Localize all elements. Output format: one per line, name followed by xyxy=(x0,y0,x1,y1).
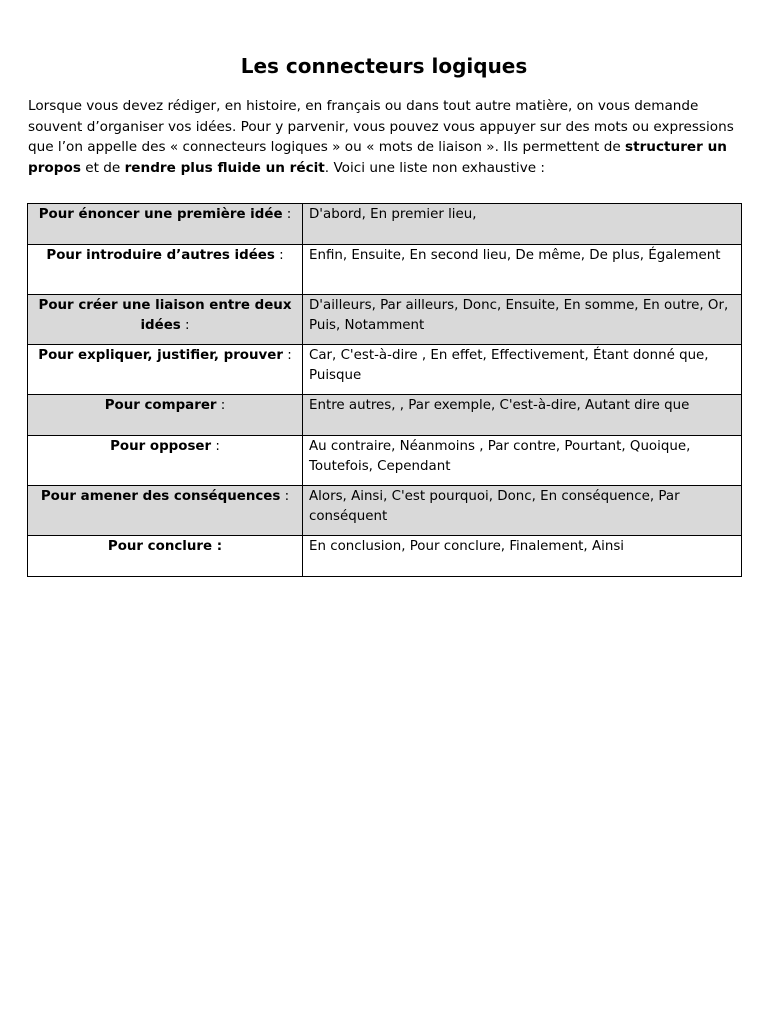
row-label-suffix: : xyxy=(216,398,226,413)
row-label-suffix: : xyxy=(282,207,292,222)
intro-paragraph xyxy=(28,96,740,178)
page-title: Les connecteurs logiques xyxy=(240,54,528,78)
row-value: Au contraire, Néanmoins , Par contre, Pourtant, Quoique, Toutefois, Cependant xyxy=(303,436,742,486)
row-label: Pour énoncer une première idée xyxy=(38,207,283,222)
row-label: Pour conclure : xyxy=(107,539,223,554)
row-label-cell xyxy=(28,395,303,436)
row-value: Enfin, Ensuite, En second lieu, De même, De plus, Également xyxy=(303,245,742,295)
row-label-suffix: : xyxy=(274,248,284,263)
table-row xyxy=(28,395,742,436)
table-row xyxy=(28,436,742,486)
connectors-table xyxy=(27,203,742,577)
table-row xyxy=(28,245,742,295)
intro-text-part2: et de xyxy=(80,159,125,176)
row-label-cell xyxy=(28,486,303,536)
table-row xyxy=(28,295,742,345)
row-value: Alors, Ainsi, C'est pourquoi, Donc, En conséquence, Par conséquent xyxy=(303,486,742,536)
row-label: Pour opposer xyxy=(110,439,212,454)
row-label-cell xyxy=(28,536,303,577)
intro-bold-rendre: rendre plus fluide un récit xyxy=(124,159,325,176)
row-value: Car, C'est-à-dire , En effet, Effectivement, Étant donné que, Puisque xyxy=(303,345,742,395)
row-value: Entre autres, , Par exemple, C'est-à-dire, Autant dire que xyxy=(303,395,742,436)
row-label: Pour expliquer, justifier, prouver xyxy=(38,348,283,363)
table-row xyxy=(28,204,742,245)
row-label-suffix: : xyxy=(180,318,190,333)
intro-text-part1: Lorsque vous devez rédiger, en histoire, en français ou dans tout autre matière, on vous demande souvent d’organiser vos idées. Pour y parvenir, vous pouvez vous appuyer sur des mots ou expressions que l’on appelle des « connecteurs logiques » ou « mots de liaison ». Ils permettent de xyxy=(28,98,734,155)
row-value: D'abord, En premier lieu, xyxy=(303,204,742,245)
row-label-cell xyxy=(28,204,303,245)
row-label-suffix: : xyxy=(282,348,292,363)
table-row xyxy=(28,536,742,577)
intro-bold-structurer: structurer un propos xyxy=(28,139,727,176)
row-label-suffix: : xyxy=(211,439,220,454)
table-row xyxy=(28,345,742,395)
intro-text-part3: . Voici une liste non exhaustive : xyxy=(324,159,546,176)
row-label-suffix: : xyxy=(280,489,290,504)
row-label-cell xyxy=(28,295,303,345)
row-label: Pour créer une liaison entre deux idées xyxy=(38,298,292,333)
row-label-cell xyxy=(28,345,303,395)
table-row xyxy=(28,486,742,536)
row-value: En conclusion, Pour conclure, Finalement, Ainsi xyxy=(303,536,742,577)
row-label: Pour introduire d’autres idées xyxy=(46,248,275,263)
row-value: D'ailleurs, Par ailleurs, Donc, Ensuite, En somme, En outre, Or, Puis, Notamment xyxy=(303,295,742,345)
row-label-cell xyxy=(28,436,303,486)
row-label: Pour amener des conséquences xyxy=(40,489,281,504)
row-label-cell xyxy=(28,245,303,295)
row-label: Pour comparer xyxy=(104,398,217,413)
